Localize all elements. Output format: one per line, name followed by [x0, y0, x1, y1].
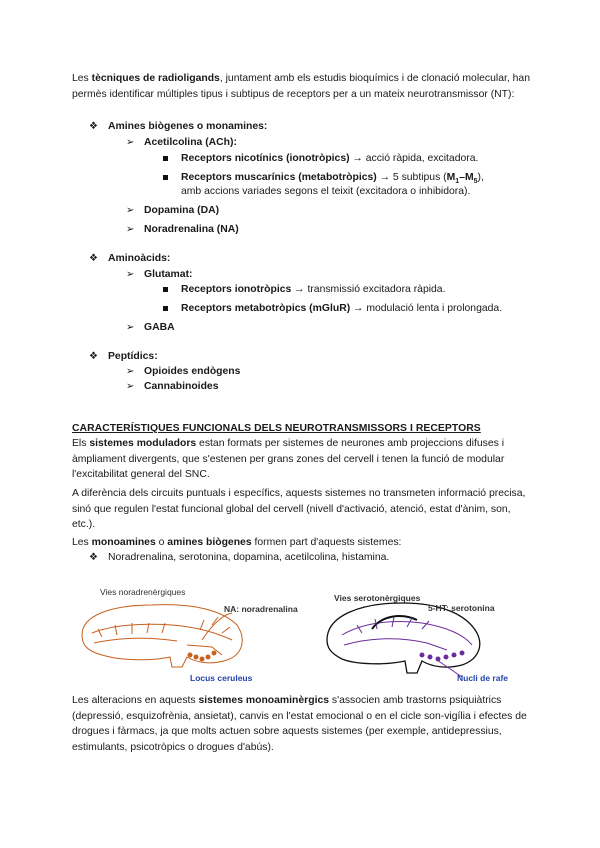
- ionotropic-line: Receptors ionotròpics → transmissió excitadora ràpida.: [181, 284, 446, 295]
- intro-paragraph: Les tècniques de radioligands, juntament amb els estudis bioquímics i de clonació molecular, han permès identificar múltiples tipus i subtipus de receptors per a un mateix neurotransmissor (NT):: [72, 73, 530, 100]
- left-figure-note: NA: noradrenalina: [224, 604, 298, 614]
- arrow-bullet-icon: ➢: [126, 224, 135, 235]
- diamond-bullet-icon: ❖: [89, 253, 98, 264]
- arrow-bullet-icon: ➢: [126, 205, 135, 216]
- left-figure-title: Vies noradrenèrgiques: [100, 587, 186, 597]
- square-bullet-icon: [163, 301, 168, 316]
- monoamine-list-item: Noradrenalina, serotonina, dopamina, acetilcolina, histamina.: [108, 552, 390, 563]
- glutamate-label: Glutamat:: [144, 269, 193, 280]
- muscarinic-line: Receptors muscarínics (metabotròpics) → 5 subtipus $(M_1-M_5)$,: [181, 172, 484, 186]
- metabotropic-line: Receptors metabotròpics (mGluR) → modulació lenta i prolongada.: [181, 303, 503, 314]
- muscarinic-line-2: amb accions variades segons el teixit (excitadora o inhibidora).: [181, 186, 471, 197]
- noradrenergic-brain-drawing: [82, 605, 242, 667]
- group-amino-label: Aminoàcids:: [108, 253, 171, 264]
- opioids-label: Opioides endògens: [144, 366, 241, 377]
- nicotinic-line: Receptors nicotínics (ionotròpics) → acció ràpida, excitadora.: [181, 153, 479, 164]
- square-bullet-icon: [163, 170, 168, 185]
- dopamine-label: Dopamina (DA): [144, 205, 220, 216]
- pathways-illustration: [72, 585, 532, 685]
- square-bullet-icon: [163, 151, 168, 166]
- cannabinoids-label: Cannabinoides: [144, 381, 219, 392]
- section-paragraph-2: A diferència dels circuits puntuals i específics, aquests sistemes no transmeten informació precisa, sinó que regulen l'estat funcional global del cervell (nivell d'activació, atenció, estat d'ànim, son, etc.).: [72, 488, 526, 531]
- section-paragraph-1: Els sistemes moduladors estan formats per sistemes de neurones amb projeccions difuses i àmpliament divergents, que s'estenen per grans zones del cervell i tenen la funció de modular l'excitabilitat general del SNC.: [72, 438, 505, 481]
- group-amines-label: Amines biògenes o monamines:: [108, 121, 268, 132]
- gaba-label: GABA: [144, 322, 175, 333]
- intro-bold-term: tècniques de radioligands: [91, 73, 220, 84]
- section-heading: CARACTERÍSTIQUES FUNCIONALS DELS NEUROTRANSMISSORS I RECEPTORS: [72, 423, 481, 434]
- noradrenaline-label: Noradrenalina (NA): [144, 224, 239, 235]
- right-figure-title: Vies serotonèrgiques: [334, 593, 421, 603]
- arrow-bullet-icon: ➢: [126, 322, 135, 333]
- diamond-bullet-icon: ❖: [89, 351, 98, 362]
- diamond-bullet-icon: ❖: [89, 121, 98, 132]
- ach-label: Acetilcolina (ACh):: [144, 137, 237, 148]
- left-figure-caption: Locus ceruleus: [190, 673, 253, 683]
- square-bullet-icon: [163, 282, 168, 297]
- section-paragraph-3: Les monoamines o amines biògenes formen part d'aquests sistemes:: [72, 537, 402, 548]
- arrow-bullet-icon: ➢: [126, 381, 135, 392]
- arrow-bullet-icon: ➢: [126, 366, 135, 377]
- arrow-bullet-icon: ➢: [126, 137, 135, 148]
- arrow-bullet-icon: ➢: [126, 269, 135, 280]
- section-paragraph-4: Les alteracions en aquests sistemes monoaminèrgics s'associen amb trastorns psiquiàtrics (depressió, esquizofrènia, ansietat), canvis en l'estat emocional o en el cicle son-vigília i efectes de drogues i fàrmacs, ja que molts actuen sobre aquests sistemes (per exemple, antidepressius, estimulants, psicotròpics o drogues d'abús).: [72, 695, 527, 753]
- group-peptides-label: Peptídics:: [108, 351, 158, 362]
- right-figure-caption: Nucli de rafe: [457, 673, 509, 683]
- diamond-bullet-icon: ❖: [89, 552, 98, 563]
- right-figure-note: 5-HT: serotonina: [428, 603, 495, 613]
- monoamine-pathways-figure: [72, 585, 532, 685]
